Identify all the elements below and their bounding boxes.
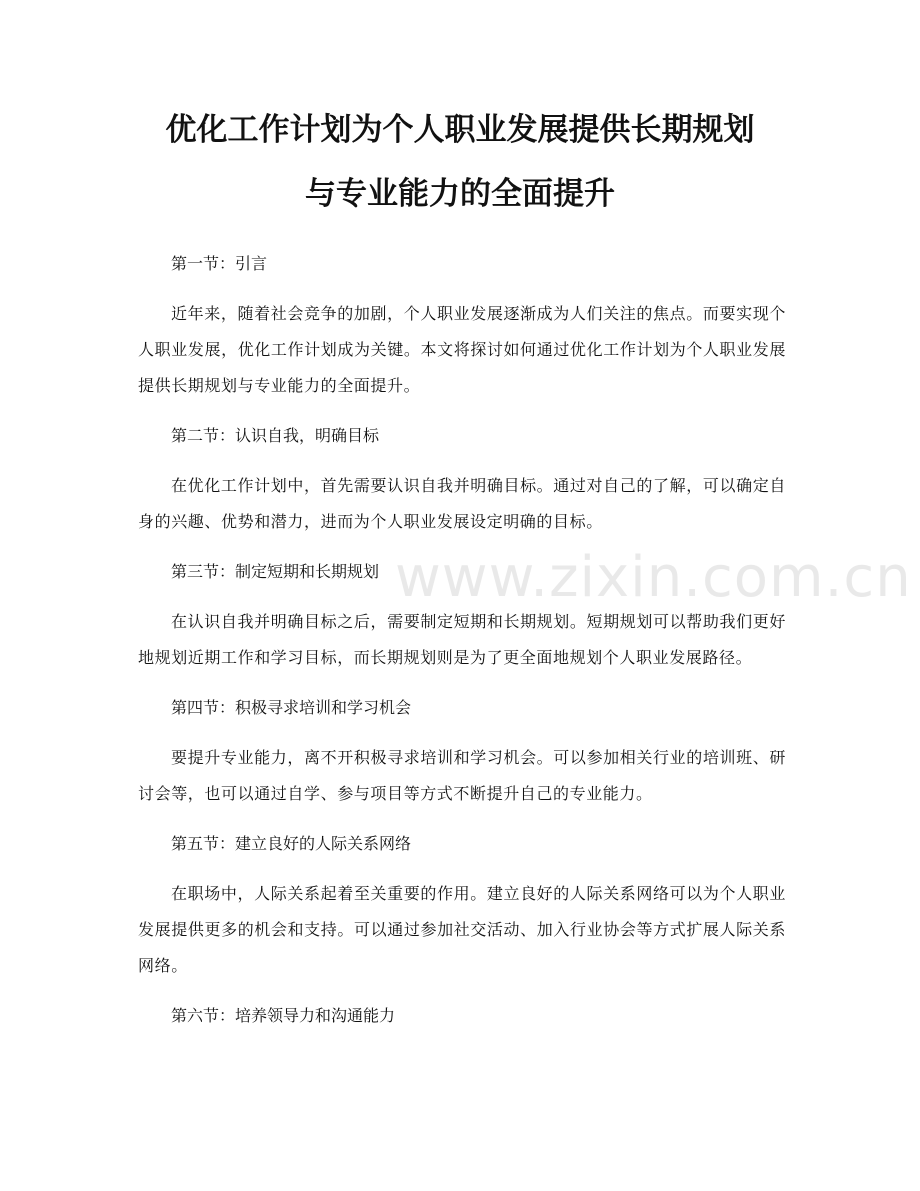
section-paragraph-5: 在职场中，人际关系起着至关重要的作用。建立良好的人际关系网络可以为个人职业发展提供更多的机会和支持。可以通过参加社交活动、加入行业协会等方式扩展人际关系网络。 — [138, 884, 786, 975]
section-heading-1: 第一节：引言 — [171, 254, 268, 273]
section-paragraph-4: 要提升专业能力，离不开积极寻求培训和学习机会。可以参加相关行业的培训班、研讨会等，也可以通过自学、参与项目等方式不断提升自己的专业能力。 — [138, 748, 786, 803]
document-title-line-1: 优化工作计划为个人职业发展提供长期规划 — [165, 112, 755, 148]
section-heading-2: 第二节：认识自我，明确目标 — [171, 426, 380, 445]
document-body — [138, 250, 786, 1048]
section-heading-6: 第六节：培养领导力和沟通能力 — [171, 1006, 396, 1025]
section-heading-5: 第五节：建立良好的人际关系网络 — [171, 834, 412, 853]
section-heading-3: 第三节：制定短期和长期规划 — [171, 562, 380, 581]
document-title-line-2: 与专业能力的全面提升 — [305, 176, 615, 212]
section-paragraph-3: 在认识自我并明确目标之后，需要制定短期和长期规划。短期规划可以帮助我们更好地规划近期工作和学习目标，而长期规划则是为了更全面地规划个人职业发展路径。 — [138, 612, 786, 667]
watermark: www.zixin.com.cn — [395, 545, 912, 610]
section-paragraph-1: 近年来，随着社会竞争的加剧，个人职业发展逐渐成为人们关注的焦点。而要实现个人职业发展，优化工作计划成为关键。本文将探讨如何通过优化工作计划为个人职业发展提供长期规划与专业能力的全面提升。 — [138, 304, 786, 395]
section-heading-4: 第四节：积极寻求培训和学习机会 — [171, 698, 412, 717]
section-paragraph-2: 在优化工作计划中，首先需要认识自我并明确目标。通过对自己的了解，可以确定自身的兴趣、优势和潜力，进而为个人职业发展设定明确的目标。 — [138, 476, 786, 531]
